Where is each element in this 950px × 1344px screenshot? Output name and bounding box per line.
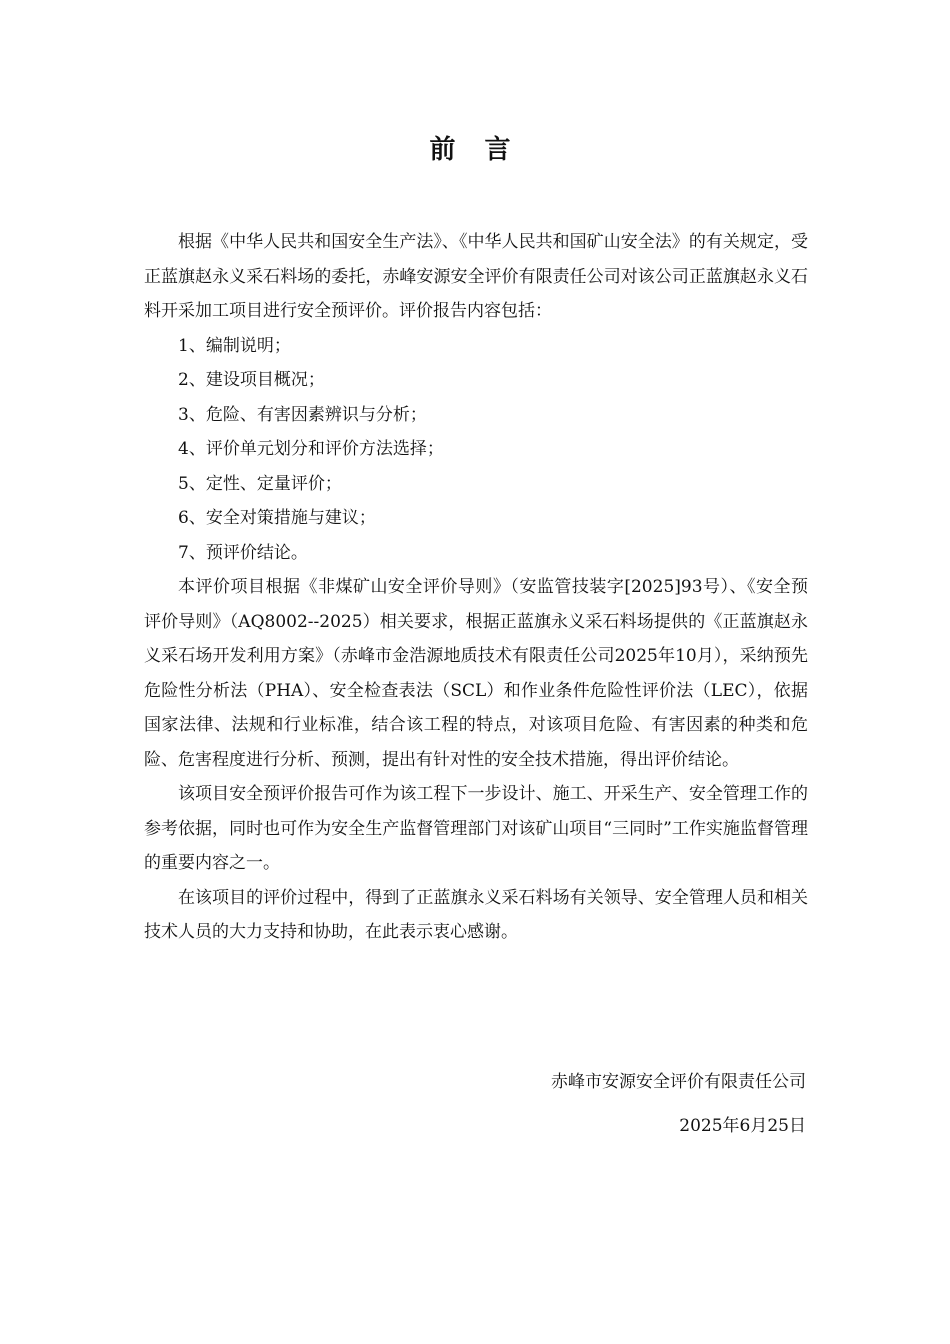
signature-date: 2025年6月25日 bbox=[679, 1116, 806, 1136]
list-item: 7、预评价结论。 bbox=[178, 542, 308, 563]
list-item: 6、安全对策措施与建议； bbox=[178, 508, 376, 528]
signature-organization: 赤峰市安源安全评价有限责任公司 bbox=[551, 1072, 806, 1092]
methodology-paragraph: 本评价项目根据《非煤矿山安全评价导则》（安监管技装字[2025]93号）、《安全预评价导则》（AQ8002--2025）相关要求，根据正蓝旗永义采石料场提供的《正蓝旗赵永义采石场开发利用方案》（赤峰市金浩源地质技术有限责任公司2025年10月），采纳预先危险性分析法（PHA）、安全检查表法（SCL）和作业条件危险性评价法（LEC），依据国家法律、法规和行业标准，结合该工程的特点，对该项目危险、有害因素的种类和危险、危害程度进行分析、预测，提出有针对性的安全技术措施，得出评价结论。 bbox=[144, 577, 808, 770]
report-contents-list bbox=[144, 329, 808, 571]
list-item: 3、危险、有害因素辨识与分析； bbox=[178, 404, 427, 425]
purpose-paragraph: 该项目安全预评价报告可作为该工程下一步设计、施工、开采生产、安全管理工作的参考依据，同时也可作为安全生产监督管理部门对该矿山项目“三同时”工作实施监督管理的重要内容之一。 bbox=[144, 784, 808, 873]
list-item: 5、定性、定量评价； bbox=[178, 473, 342, 494]
list-item: 2、建设项目概况； bbox=[178, 370, 325, 390]
page-title: 前 言 bbox=[429, 135, 521, 165]
preface-body bbox=[144, 225, 808, 950]
list-item: 1、编制说明； bbox=[178, 335, 291, 356]
acknowledgement-paragraph: 在该项目的评价过程中，得到了正蓝旗永义采石料场有关领导、安全管理人员和相关技术人员的大力支持和协助，在此表示衷心感谢。 bbox=[144, 887, 808, 942]
list-item: 4、评价单元划分和评价方法选择； bbox=[178, 439, 444, 459]
intro-paragraph: 根据《中华人民共和国安全生产法》、《中华人民共和国矿山安全法》的有关规定，受正蓝旗赵永义采石料场的委托，赤峰安源安全评价有限责任公司对该公司正蓝旗赵永义石料开采加工项目进行安全预评价。评价报告内容包括： bbox=[144, 232, 808, 321]
